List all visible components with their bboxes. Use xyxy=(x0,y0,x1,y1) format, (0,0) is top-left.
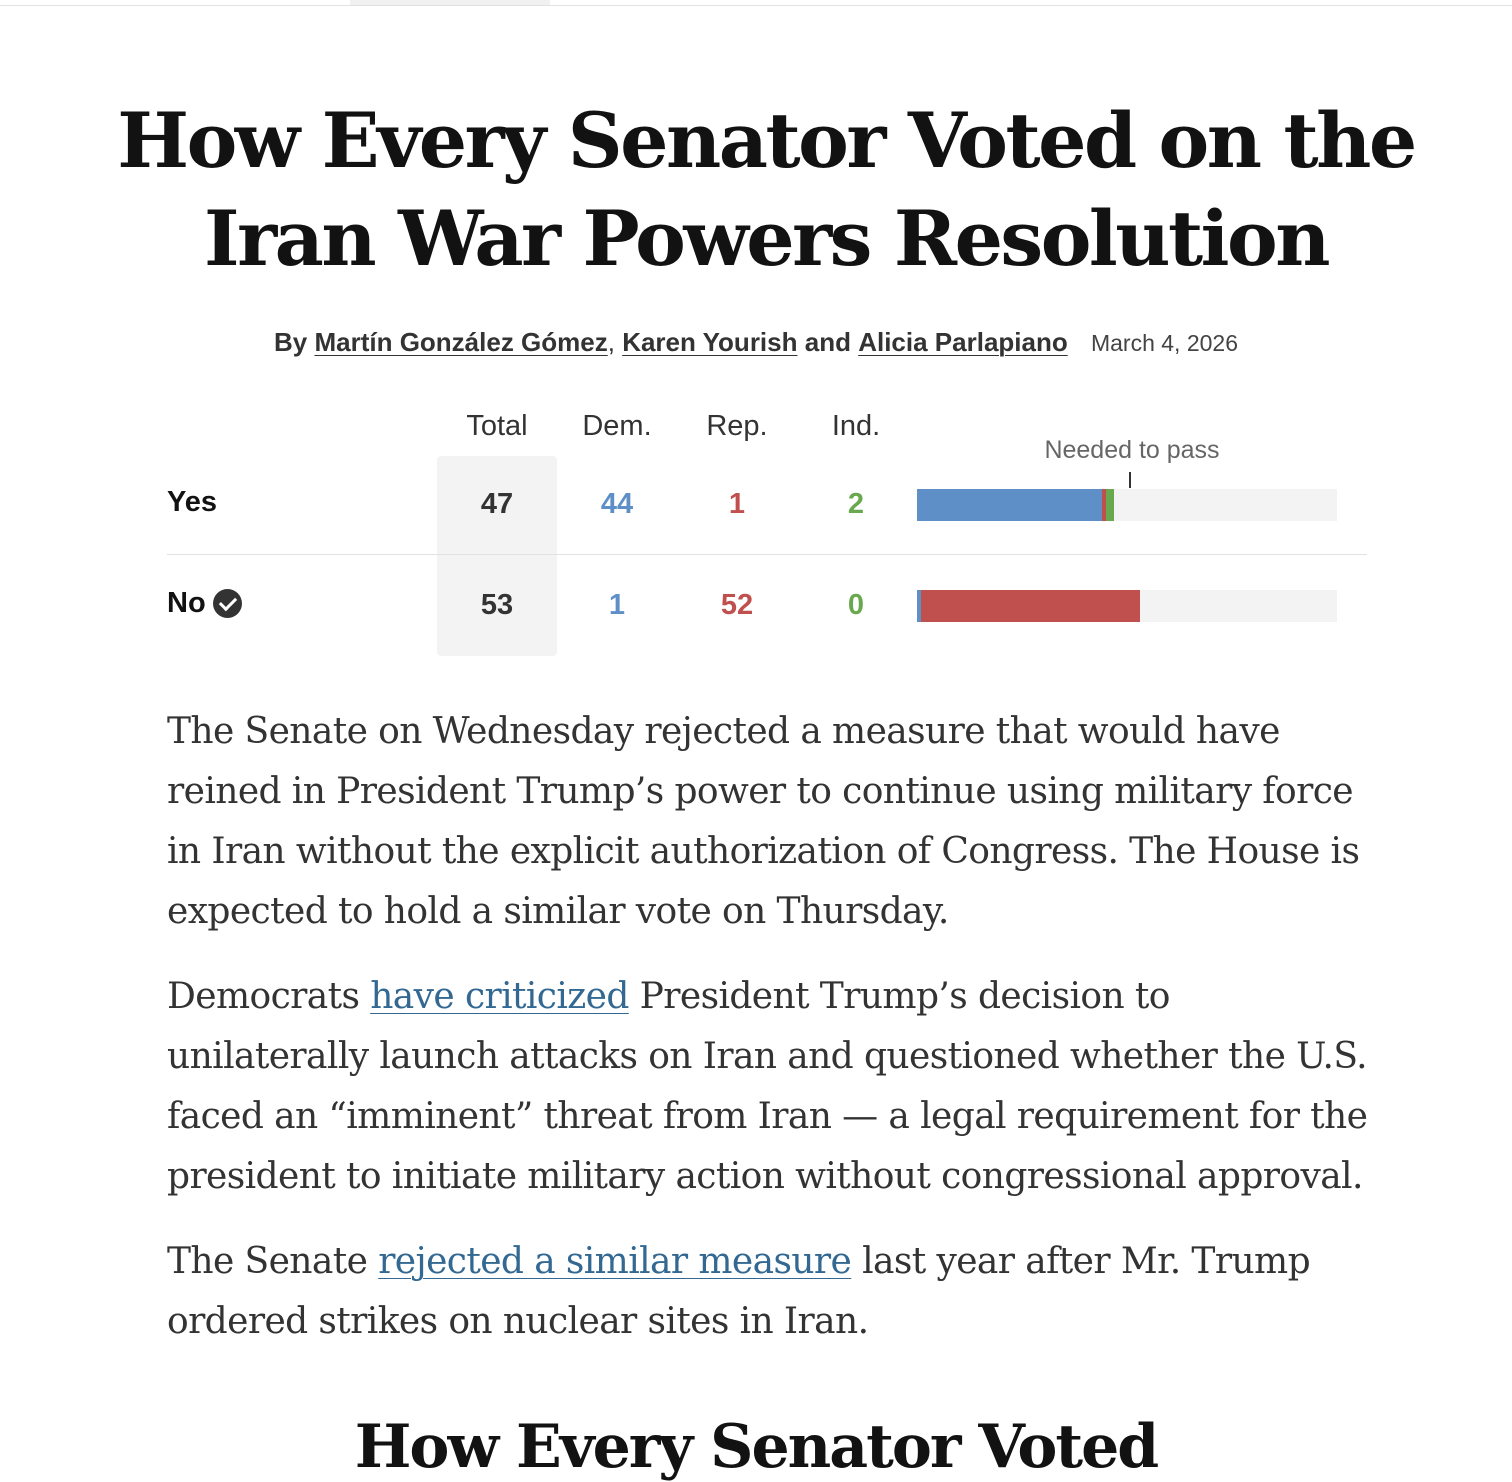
yes-ind: 2 xyxy=(847,488,865,520)
no-rep-bar-segment xyxy=(921,590,1139,622)
column-header-ind: Ind. xyxy=(831,410,881,442)
row-label-yes xyxy=(167,486,217,519)
paragraph-3-lead: The Senate xyxy=(167,1241,379,1282)
byline xyxy=(0,325,1512,360)
similar-measure-link[interactable]: rejected a similar measure xyxy=(378,1241,852,1282)
vote-table xyxy=(167,400,1367,660)
row-label-no-text: No xyxy=(167,587,206,619)
byline-comma: , xyxy=(607,327,623,357)
byline-and: and xyxy=(804,327,851,357)
page-title: How Every Senator Voted on the Iran War Powers Resolution xyxy=(117,96,1415,283)
yes-rep: 1 xyxy=(728,488,746,520)
paragraph-2-lead: Democrats xyxy=(167,976,371,1017)
byline-prefix: By xyxy=(273,327,308,357)
paragraph-2-rest: President Trump’s decision to unilaterally launch attacks on Iran and questioned whether the U.S. faced an “imminent” threat from Iran — a legal requirement for the president to initiate military action without congressional approval. xyxy=(167,976,1368,1197)
row-divider xyxy=(167,554,1367,555)
needed-to-pass-tick xyxy=(1129,472,1131,488)
have-criticized-link[interactable]: have criticized xyxy=(370,976,629,1017)
author-link-3[interactable]: Alicia Parlapiano xyxy=(858,327,1068,357)
total-column-highlight xyxy=(437,456,557,656)
paragraph-3-rest: last year after Mr. Trump ordered strikes on nuclear sites in Iran. xyxy=(167,1241,1311,1342)
article-body xyxy=(167,702,1377,1377)
no-dem: 1 xyxy=(608,589,626,621)
author-link-2[interactable]: Karen Yourish xyxy=(622,327,798,357)
column-header-total: Total xyxy=(466,410,528,442)
yes-vote-bar xyxy=(917,489,1337,521)
check-circle-icon xyxy=(213,589,242,618)
row-label-no xyxy=(167,587,242,620)
yes-dem-bar-segment xyxy=(917,489,1102,521)
no-rep: 52 xyxy=(720,589,754,621)
top-divider xyxy=(0,5,1512,6)
row-label-yes-text: Yes xyxy=(167,486,217,518)
column-header-dem: Dem. xyxy=(582,410,652,442)
author-link-1[interactable]: Martín González Gómez xyxy=(314,327,608,357)
no-total: 53 xyxy=(480,589,514,621)
column-header-rep: Rep. xyxy=(706,410,768,442)
no-ind: 0 xyxy=(847,589,865,621)
paragraph-1: The Senate on Wednesday rejected a measure that would have reined in President Trump’s power to continue using military force in Iran without the explicit authorization of Congress. The House is expected to hold a similar vote on Thursday. xyxy=(167,711,1360,932)
yes-total: 47 xyxy=(480,488,514,520)
section-heading: How Every Senator Voted xyxy=(354,1412,1158,1482)
paragraph-2 xyxy=(167,967,1377,1207)
yes-dem: 44 xyxy=(600,488,634,520)
no-vote-bar xyxy=(917,590,1337,622)
paragraph-3 xyxy=(167,1232,1377,1352)
needed-to-pass-label: Needed to pass xyxy=(1044,436,1220,464)
publish-date: March 4, 2026 xyxy=(1090,330,1238,356)
yes-ind-bar-segment xyxy=(1106,489,1114,521)
